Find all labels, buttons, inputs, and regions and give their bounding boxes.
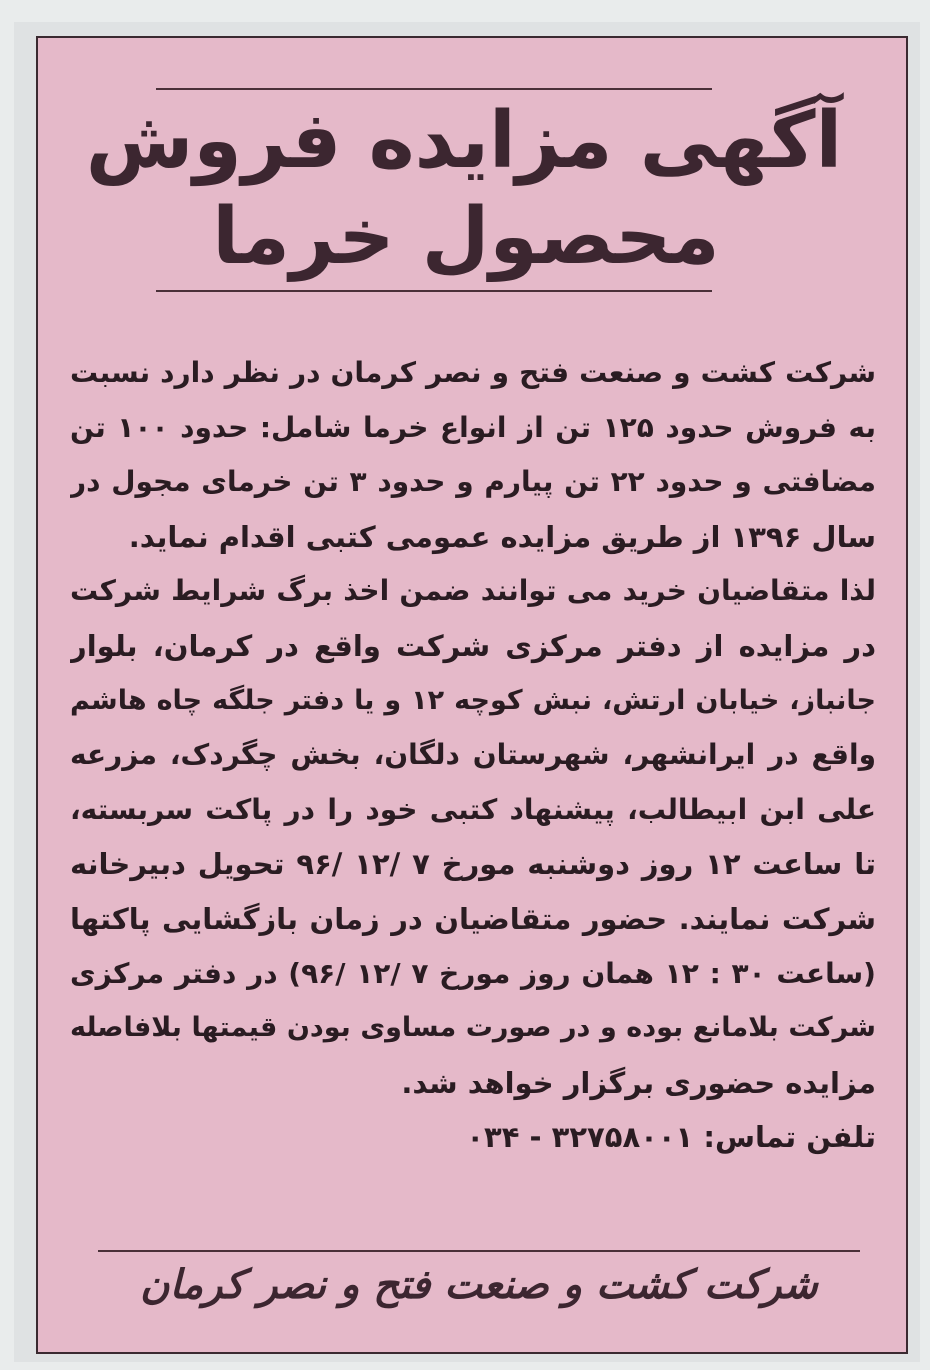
body-line: علی ابن ابیطالب، پیشنهاد کتبی خود را در پاکت سربسته، bbox=[70, 792, 876, 826]
ad-title-line2: محصول خرما bbox=[212, 192, 720, 282]
body-line: سال ۱۳۹۶ از طریق مزایده عمومی کتبی اقدام نماید. bbox=[128, 519, 876, 554]
body-line: شرکت بلامانع بوده و در صورت مساوی بودن قیمتها بلافاصله bbox=[70, 1012, 876, 1044]
auction-advertisement bbox=[36, 36, 908, 1354]
title-top-rule bbox=[156, 88, 712, 90]
company-signature: شرکت کشت و صنعت فتح و نصر کرمان bbox=[140, 1262, 818, 1308]
body-line: لذا متقاضیان خرید می توانند ضمن اخذ برگ شرایط شرکت bbox=[70, 574, 876, 608]
body-line: شرکت کشت و صنعت فتح و نصر کرمان در نظر دارد نسبت bbox=[70, 356, 876, 389]
ad-body bbox=[70, 346, 876, 1165]
body-line: مضافتی و حدود ۲۲ تن پیارم و حدود ۳ تن خرمای مجول در bbox=[70, 465, 876, 499]
body-line: جانباز، خیابان ارتش، نبش کوچه ۱۲ و یا دفتر جلگه چاه هاشم bbox=[70, 684, 876, 716]
body-line: شرکت نمایند. حضور متقاضیان در زمان بازگشایی پاکتها bbox=[70, 901, 876, 936]
signature-rule bbox=[98, 1250, 860, 1252]
title-bottom-rule bbox=[156, 290, 712, 292]
body-line: در مزایده از دفتر مرکزی شرکت واقع در کرمان، بلوار bbox=[70, 628, 876, 663]
contact-phone: تلفن تماس: ۳۲۷۵۸۰۰۱ - ۰۳۴ bbox=[466, 1120, 876, 1155]
body-line: مزایده حضوری برگزار خواهد شد. bbox=[401, 1065, 876, 1100]
body-line: واقع در ایرانشهر، شهرستان دلگان، بخش چگردک، مزرعه bbox=[70, 738, 876, 772]
body-line: (ساعت ۳۰ : ۱۲ همان روز مورخ ۷ /۱۲ /۹۶) در دفتر مرکزی bbox=[70, 956, 876, 990]
body-line: تا ساعت ۱۲ روز دوشنبه مورخ ۷ /۱۲ /۹۶ تحویل دبیرخانه bbox=[70, 847, 876, 882]
body-line: به فروش حدود ۱۲۵ تن از انواع خرما شامل: حدود ۱۰۰ تن bbox=[70, 410, 876, 444]
ad-title-line1: آگهی مزایده فروش bbox=[85, 96, 843, 186]
